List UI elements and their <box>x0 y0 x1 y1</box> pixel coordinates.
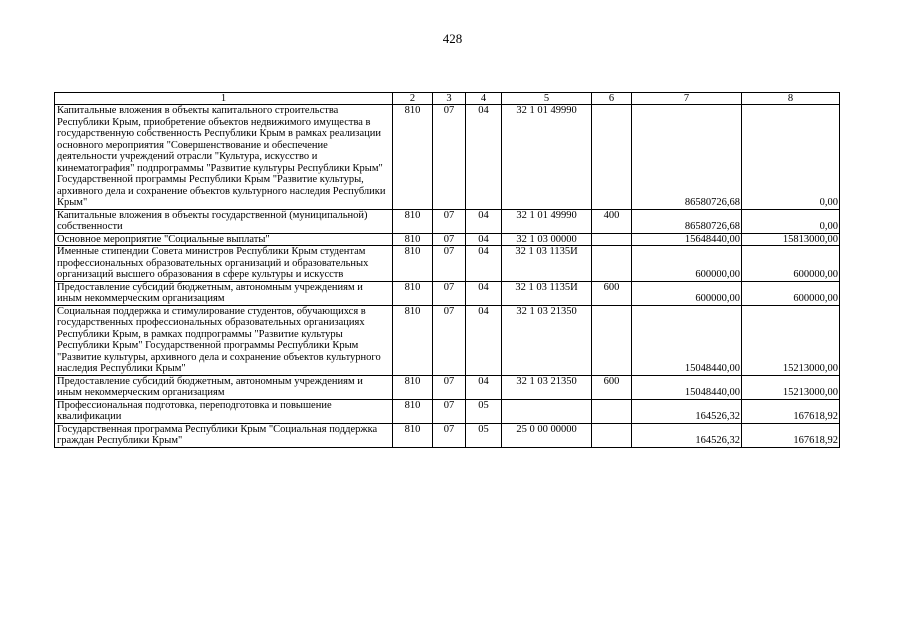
row-name: Профессиональная подготовка, переподготовка и повышение квалификации <box>55 399 393 423</box>
row-subsection-code: 04 <box>466 233 502 246</box>
row-subsection-code: 04 <box>466 375 502 399</box>
row-expense-type <box>592 246 632 282</box>
row-section-code: 07 <box>433 246 466 282</box>
row-section-code: 07 <box>433 233 466 246</box>
table-row <box>55 105 840 210</box>
header-col-1: 1 <box>55 93 393 105</box>
header-col-5: 5 <box>502 93 592 105</box>
row-expense-type: 600 <box>592 375 632 399</box>
row-amount-col7: 15648440,00 <box>632 233 742 246</box>
row-ministry-code: 810 <box>393 105 433 210</box>
row-subsection-code: 04 <box>466 305 502 375</box>
table-row <box>55 209 840 233</box>
row-expense-type: 400 <box>592 209 632 233</box>
row-expense-type <box>592 105 632 210</box>
row-amount-col8: 167618,92 <box>742 399 840 423</box>
row-amount-col8: 15213000,00 <box>742 375 840 399</box>
table-row <box>55 246 840 282</box>
row-amount-col8: 15213000,00 <box>742 305 840 375</box>
row-ministry-code: 810 <box>393 305 433 375</box>
row-amount-col7: 600000,00 <box>632 246 742 282</box>
row-target-code: 32 1 01 49990 <box>502 105 592 210</box>
row-name: Предоставление субсидий бюджетным, автономным учреждениям и иным некоммерческим организациям <box>55 281 393 305</box>
row-amount-col8: 600000,00 <box>742 246 840 282</box>
row-target-code: 32 1 03 21350 <box>502 375 592 399</box>
row-target-code: 32 1 01 49990 <box>502 209 592 233</box>
table-row <box>55 233 840 246</box>
row-subsection-code: 05 <box>466 399 502 423</box>
header-col-7: 7 <box>632 93 742 105</box>
row-target-code <box>502 399 592 423</box>
row-section-code: 07 <box>433 423 466 447</box>
header-col-3: 3 <box>433 93 466 105</box>
row-amount-col7: 164526,32 <box>632 423 742 447</box>
row-section-code: 07 <box>433 105 466 210</box>
row-ministry-code: 810 <box>393 246 433 282</box>
row-expense-type <box>592 423 632 447</box>
row-name: Основное мероприятие "Социальные выплаты" <box>55 233 393 246</box>
row-target-code: 25 0 00 00000 <box>502 423 592 447</box>
row-expense-type <box>592 305 632 375</box>
row-subsection-code: 05 <box>466 423 502 447</box>
row-amount-col7: 86580726,68 <box>632 209 742 233</box>
header-col-4: 4 <box>466 93 502 105</box>
row-amount-col8: 600000,00 <box>742 281 840 305</box>
row-ministry-code: 810 <box>393 209 433 233</box>
row-ministry-code: 810 <box>393 423 433 447</box>
row-ministry-code: 810 <box>393 233 433 246</box>
row-target-code: 32 1 03 00000 <box>502 233 592 246</box>
row-section-code: 07 <box>433 209 466 233</box>
row-subsection-code: 04 <box>466 246 502 282</box>
row-ministry-code: 810 <box>393 399 433 423</box>
header-row <box>55 93 840 105</box>
row-section-code: 07 <box>433 375 466 399</box>
row-expense-type: 600 <box>592 281 632 305</box>
row-name: Социальная поддержка и стимулирование студентов, обучающихся в государственных профессиональных образовательных организациях Республики Крым, в рамках подпрограммы "Развитие культуры Республики Крым" Государственной программы Республики Крым "Развитие культуры, архивного дела и сохранение объектов культурного наследия Республики Крым" <box>55 305 393 375</box>
row-name: Капитальные вложения в объекты государственной (муниципальной) собственности <box>55 209 393 233</box>
row-amount-col8: 0,00 <box>742 105 840 210</box>
row-amount-col7: 600000,00 <box>632 281 742 305</box>
row-target-code: 32 1 03 1135И <box>502 281 592 305</box>
table-row <box>55 399 840 423</box>
row-section-code: 07 <box>433 281 466 305</box>
row-ministry-code: 810 <box>393 281 433 305</box>
header-col-6: 6 <box>592 93 632 105</box>
header-col-2: 2 <box>393 93 433 105</box>
row-amount-col8: 0,00 <box>742 209 840 233</box>
row-target-code: 32 1 03 21350 <box>502 305 592 375</box>
row-subsection-code: 04 <box>466 209 502 233</box>
row-amount-col7: 86580726,68 <box>632 105 742 210</box>
table-row <box>55 423 840 447</box>
page-number: 428 <box>442 31 463 46</box>
row-ministry-code: 810 <box>393 375 433 399</box>
row-amount-col7: 164526,32 <box>632 399 742 423</box>
row-name: Капитальные вложения в объекты капитального строительства Республики Крым, приобретение объектов недвижимого имущества в государственную собственность Республики Крым в рамках реализации основного мероприятия "Совершенствование и обеспечение деятельности учреждений отрасли "Культура, искусство и кинематография" подпрограммы "Развитие культуры Республики Крым" Государственной программы Республики Крым "Развитие культуры, архивного дела и сохранение объектов культурного наследия Республики Крым" <box>55 105 393 210</box>
row-amount-col8: 15813000,00 <box>742 233 840 246</box>
row-subsection-code: 04 <box>466 105 502 210</box>
row-expense-type <box>592 399 632 423</box>
header-col-8: 8 <box>742 93 840 105</box>
row-target-code: 32 1 03 1135И <box>502 246 592 282</box>
row-name: Государственная программа Республики Крым "Социальная поддержка граждан Республики Крым" <box>55 423 393 447</box>
row-amount-col8: 167618,92 <box>742 423 840 447</box>
table-row <box>55 375 840 399</box>
row-subsection-code: 04 <box>466 281 502 305</box>
budget-table <box>54 92 840 448</box>
row-section-code: 07 <box>433 305 466 375</box>
row-expense-type <box>592 233 632 246</box>
row-amount-col7: 15048440,00 <box>632 375 742 399</box>
row-name: Предоставление субсидий бюджетным, автономным учреждениям и иным некоммерческим организациям <box>55 375 393 399</box>
table-row <box>55 281 840 305</box>
row-name: Именные стипендии Совета министров Республики Крым студентам профессиональных образовательных организаций и образовательных организаций высшего образования в сфере культуры и искусств <box>55 246 393 282</box>
table-row <box>55 305 840 375</box>
row-amount-col7: 15048440,00 <box>632 305 742 375</box>
row-section-code: 07 <box>433 399 466 423</box>
